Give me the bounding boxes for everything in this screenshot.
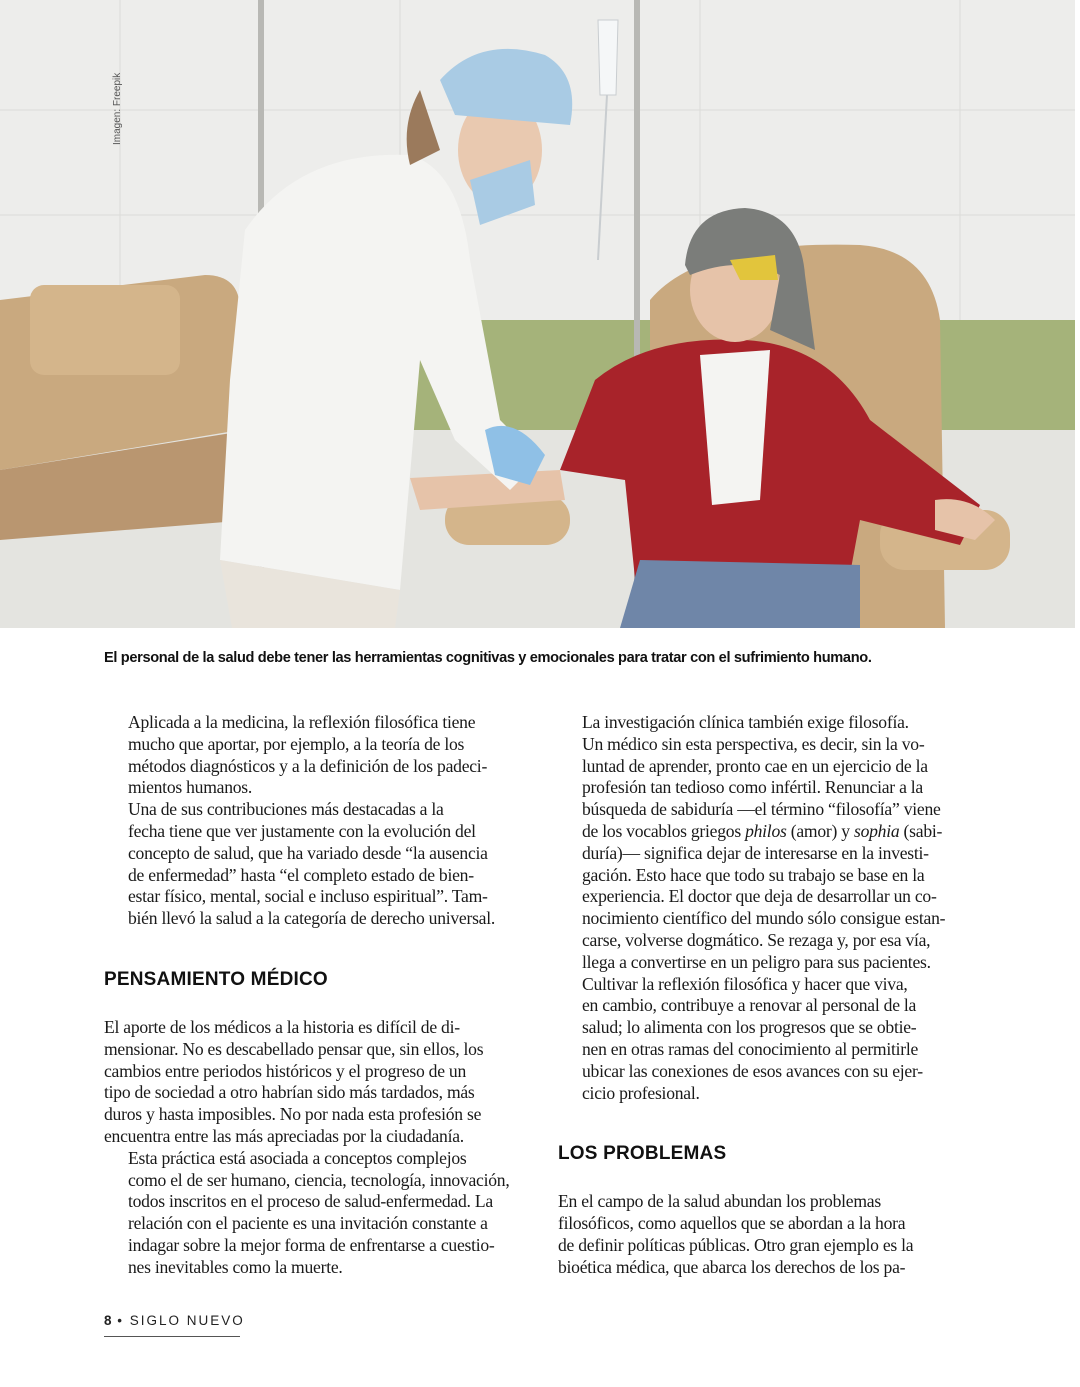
page-folio <box>104 1313 245 1328</box>
paragraph-3: El aporte de los médicos a la historia es difícil de di- mensionar. No es descabellado pensar que, sin ellos, los cambios entre periodos históricos y el progreso de un tipo de sociedad a otro habrían sido más tardados, más duros y hasta imposibles. No por nada esta profesión se encuentra entre las más apreciadas por la ciudadanía. <box>104 1016 484 1146</box>
italic-philos: philos <box>745 820 787 841</box>
section-heading-pensamiento: PENSAMIENTO MÉDICO <box>104 968 328 990</box>
paragraph-4: Esta práctica está asociada a conceptos complejos como el de ser humano, ciencia, tecnología, innovación, todos inscritos en el proceso de salud-enfermedad. La relación con el paciente es una invitación constante a indagar sobre la mejor forma de enfrentarse a cuestio- nes inevitables como la muerte. <box>128 1147 510 1277</box>
right-column <box>558 712 953 1279</box>
left-column <box>104 712 524 1279</box>
paragraph-2: Una de sus contribuciones más destacadas a la fecha tiene que ver justamente con la evolución del concepto de salud, que ha variado desde “la ausencia de enfermedad” hasta “el completo estado de bien- estar físico, mental, social e incluso espiritual”. Tam- bién llevó la salud a la categoría de derecho universal. <box>128 799 496 929</box>
magazine-name: SIGLO NUEVO <box>129 1313 245 1328</box>
photo-credit: Imagen: Freepik <box>112 72 123 145</box>
folio-separator: • <box>111 1313 130 1328</box>
folio-rule <box>104 1336 240 1337</box>
paragraph-6: Cultivar la reflexión filosófica y hacer que viva, en cambio, contribuye a renovar al personal de la salud; lo alimenta con los progresos que se obtie- nen en otras ramas del conocimiento al permitirle ubicar las conexiones de esos avances con su ejer- cicio profesional. <box>582 973 923 1103</box>
section-heading-problemas: LOS PROBLEMAS <box>558 1143 727 1165</box>
italic-sophia: sophia <box>853 820 900 841</box>
line-with-italics: de los vocablos griegos philos (amor) y sophia (sabi- <box>582 820 943 841</box>
page-number: 8 <box>104 1313 112 1328</box>
paragraph-1: Aplicada a la medicina, la reflexión filosófica tiene mucho que aportar, por ejemplo, a la teoría de los métodos diagnósticos y a la definición de los padeci- mientos humanos. <box>128 712 488 798</box>
paragraph-5: La investigación clínica también exige filosofía. Un médico sin esta perspectiva, es decir, sin la vo- luntad de aprender, pronto cae en un ejercicio de la profesión tan tedioso como infértil. Renunciar a la búsqueda de sabiduría —el término “filosofía” viene de los vocablos griegos philos (amor) y sophia (sabi- duría)— significa dejar de interesarse en la investi- gación. Esto hace que todo su trabajo se base en la experiencia. El doctor que deja de desarrollar un co- nocimiento científico del mundo sólo consigue estan- carse, volverse dogmático. Se rezaga y, por esa vía, llega a convertirse en un peligro para sus pacientes. <box>558 712 953 974</box>
hero-photo <box>0 0 1075 628</box>
paragraph-7: En el campo de la salud abundan los problemas filosóficos, como aquellos que se abordan a la hora de definir políticas públicas. Otro gran ejemplo es la bioética médica, que abarca los derechos de los pa- <box>558 1191 914 1277</box>
photo-caption: El personal de la salud debe tener las herramientas cognitivas y emocionales para tratar con el sufrimiento humano. <box>104 650 872 666</box>
